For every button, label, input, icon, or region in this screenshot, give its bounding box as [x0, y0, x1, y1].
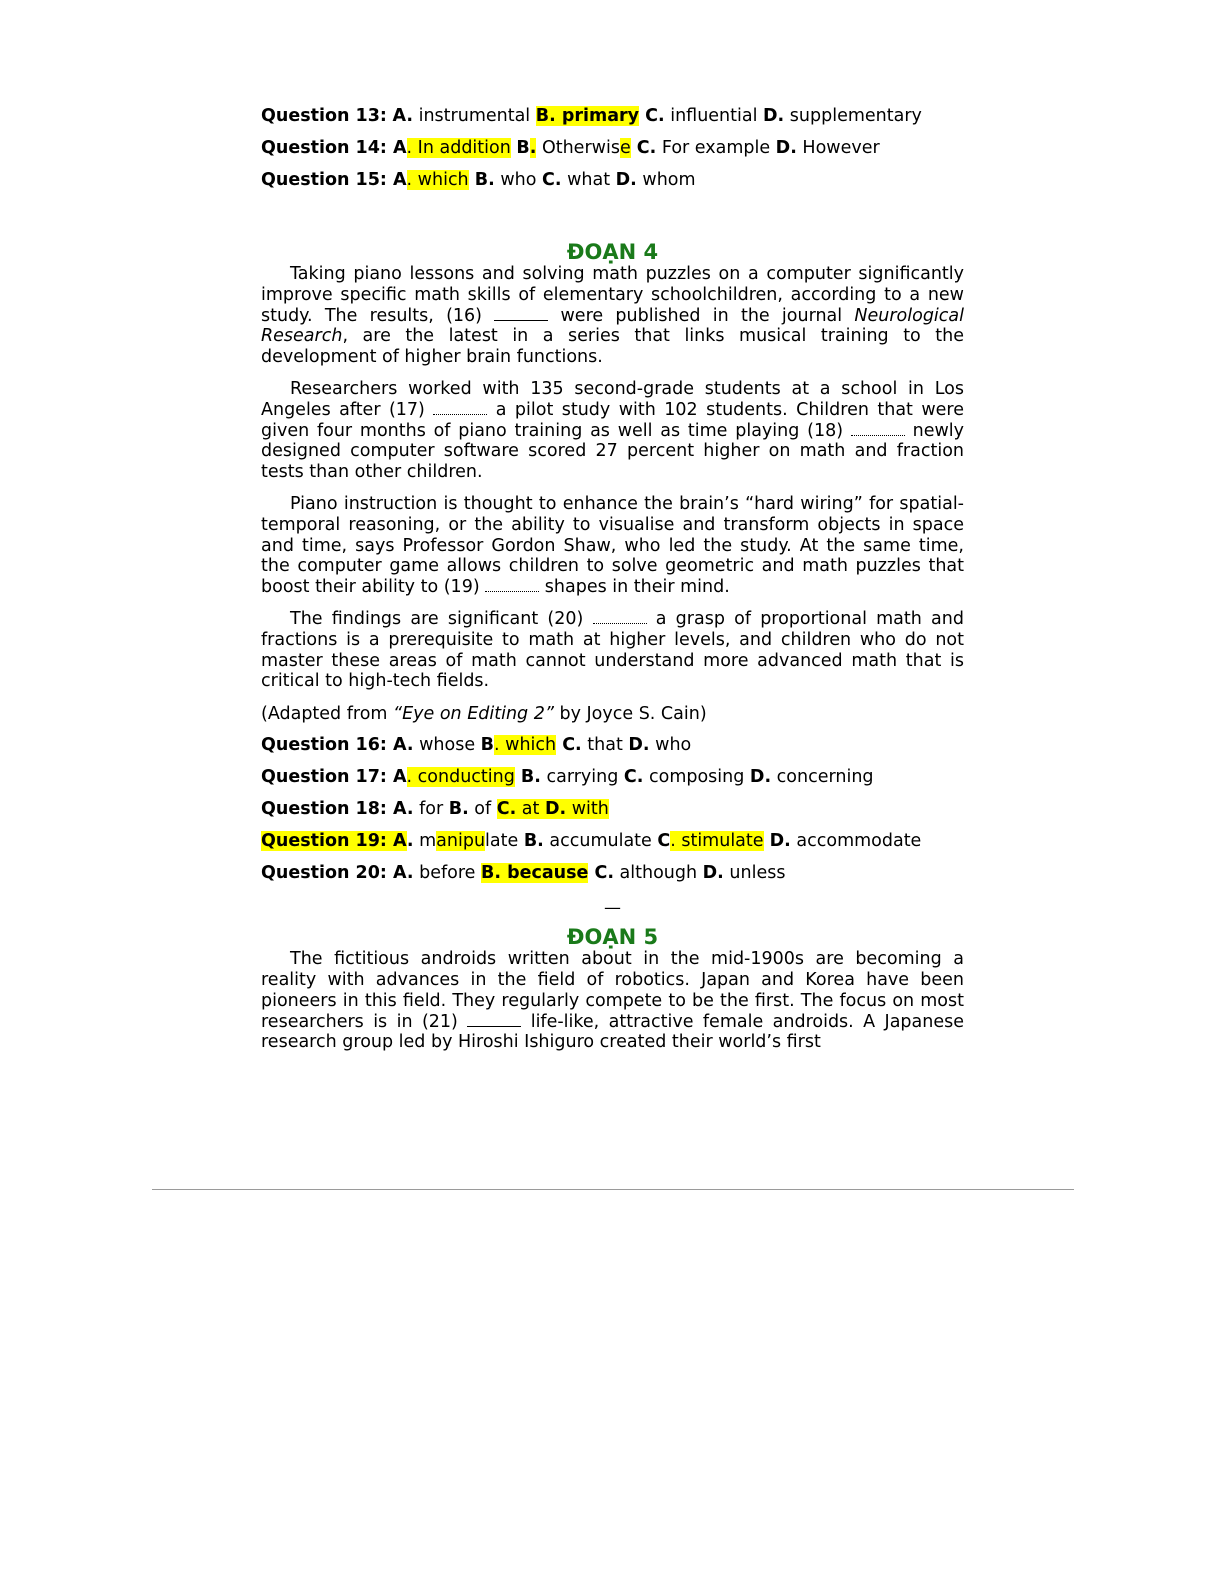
question-number: Question 19: A — [261, 831, 407, 852]
section-4-paragraph-4: The findings are significant (20) a grasp of proportional math and fractions is a prerequisite to math at higher levels, and children who do not master these areas of math cannot understand more advanced math that is critical to high-tech fields. — [261, 608, 964, 692]
page-divider — [152, 1189, 1074, 1190]
answer-blank — [433, 400, 487, 415]
separator-dash: — — [604, 898, 621, 919]
question-number: Question 15: A — [261, 170, 407, 190]
answer-highlight: B. primary — [535, 106, 640, 126]
document-page — [261, 104, 964, 1064]
question-number: Question 20: — [261, 863, 387, 884]
section-4-title: ĐOẠN 4 — [566, 240, 659, 264]
answer-blank — [467, 1012, 521, 1027]
question-number: Question 17: A — [261, 767, 407, 788]
answer-blank — [485, 577, 539, 592]
question-16: Question 16: A. whose B. which C. that D. who — [261, 735, 692, 756]
question-14: Question 14: A. In addition B. Otherwise C. For example D. However — [261, 138, 880, 158]
section-4-paragraph-1: Taking piano lessons and solving math puzzles on a computer significantly improve specific math skills of elementary schoolchildren, according to a new study. The results, (16) were published in the journal Neurological Research, are the latest in a series that links musical training to the development of higher brain functions. — [261, 264, 965, 368]
question-number: Question 18: — [261, 799, 387, 820]
answer-blank — [494, 306, 548, 321]
question-15: Question 15: A. which B. who C. what D. whom — [261, 170, 696, 190]
question-number: Question 13: — [261, 106, 387, 126]
source-citation: (Adapted from “Eye on Editing 2” by Joyce S. Cain) — [261, 704, 707, 725]
section-5-paragraph-1: The fictitious androids written about in the mid-1900s are becoming a reality with advances in the field of robotics. Japan and Korea have been pioneers in this field. They regularly compete to be the first. The focus on most researchers is in (21) life-like, attractive female androids. A Japanese research group led by Hiroshi Ishiguro created their world’s first — [261, 949, 964, 1053]
question-number: Question 16: — [261, 735, 387, 756]
section-4-paragraph-2: Researchers worked with 135 second-grade students at a school in Los Angeles after (17) a pilot study with 102 students. Children that were given four months of piano training as well as time playing (18) newly designed computer software scored 27 percent higher on math and fraction tests than other children. — [261, 378, 964, 483]
question-20: Question 20: A. before B. because C. although D. unless — [261, 863, 786, 884]
answer-blank — [593, 609, 647, 624]
answer-highlight: . stimulate — [670, 831, 764, 852]
answer-highlight: . which — [406, 170, 469, 190]
section-5-title: ĐOẠN 5 — [566, 925, 659, 950]
answer-highlight: . which — [494, 735, 557, 756]
question-number: Question 14: A — [261, 138, 407, 158]
question-17: Question 17: A. conducting B. carrying C. composing D. concerning — [261, 767, 874, 788]
journal-title: Neurological Research — [261, 305, 965, 347]
answer-blank — [851, 421, 905, 436]
question-18: Question 18: A. for B. of C. at D. with — [261, 799, 609, 820]
answer-highlight: . In addition — [406, 138, 511, 158]
answer-highlight: . conducting — [406, 767, 515, 788]
section-4-paragraph-3: Piano instruction is thought to enhance the brain’s “hard wiring” for spatial-temporal reasoning, or the ability to visualise and transform objects in space and time, says Professor Gordon Shaw, who led the study. At the same time, the computer game allows children to solve geometric and math puzzles that boost their ability to (19) shapes in their mind. — [261, 493, 964, 598]
answer-highlight: C. at D. with — [496, 799, 609, 820]
question-19: Question 19: A. manipulate B. accumulate C. stimulate D. accommodate — [261, 831, 922, 852]
answer-highlight: B. because — [480, 863, 589, 884]
question-13: Question 13: A. instrumental B. primary C. influential D. supplementary — [261, 106, 922, 126]
